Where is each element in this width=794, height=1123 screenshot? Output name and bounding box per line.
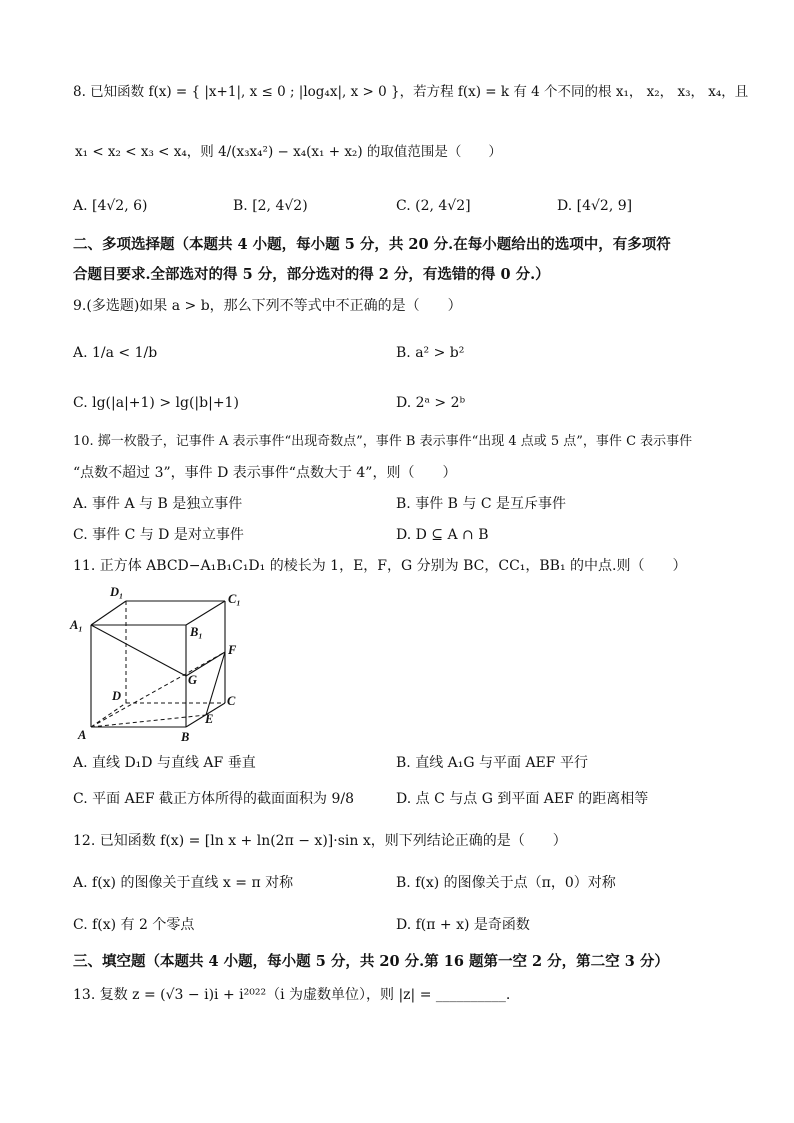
q13-stem: 13. 复数 z = (√3 − i)i + i²⁰²²（i 为虚数单位），则 |z| = __________.	[73, 987, 511, 1003]
q11-option-c: C. 平面 AEF 截正方体所得的截面面积为 9/8	[73, 791, 355, 807]
q11-stem: 11. 正方体 ABCD−A₁B₁C₁D₁ 的棱长为 1，E，F，G 分别为 BC，CC₁，BB₁ 的中点.则（ ）	[73, 558, 687, 574]
q9-stem: 9.(多选题)如果 a > b，那么下列不等式中不正确的是（ ）	[73, 298, 462, 314]
q9-option-a: A. 1/a < 1/b	[73, 345, 158, 361]
label-a1: A₁	[70, 618, 83, 632]
q8-option-a: A. [4√2, 6)	[73, 198, 148, 214]
q12-option-b: B. f(x) 的图像关于点（π，0）对称	[396, 875, 616, 891]
q8-option-c: C. (2, 4√2]	[396, 198, 471, 214]
q10-option-c: C. 事件 C 与 D 是对立事件	[73, 527, 244, 543]
q11-option-a: A. 直线 D₁D 与直线 AF 垂直	[73, 755, 256, 771]
q12-option-a: A. f(x) 的图像关于直线 x = π 对称	[73, 875, 294, 891]
section-2-heading-line1: 二、多项选择题（本题共 4 小题，每小题 5 分，共 20 分.在每小题给出的选项中，有多项符	[73, 236, 671, 253]
q10-option-b: B. 事件 B 与 C 是互斥事件	[396, 496, 566, 512]
q12-option-d: D. f(π + x) 是奇函数	[396, 917, 530, 933]
q8-option-b: B. [2, 4√2)	[233, 198, 308, 214]
q12-option-c: C. f(x) 有 2 个零点	[73, 917, 195, 933]
q11-option-d: D. 点 C 与点 G 到平面 AEF 的距离相等	[396, 791, 649, 807]
label-d: D	[112, 689, 122, 703]
edge-d1-a1	[91, 601, 126, 625]
q9-option-d: D. 2ᵃ > 2ᵇ	[396, 395, 466, 411]
q9-option-b: B. a² > b²	[396, 345, 465, 361]
q10-option-a: A. 事件 A 与 B 是独立事件	[73, 496, 243, 512]
edge-b1-c1	[186, 601, 225, 625]
label-a: A	[78, 728, 87, 742]
segment-a1-g	[91, 625, 186, 676]
label-f: F	[228, 643, 237, 657]
label-c1: C₁	[228, 592, 241, 606]
label-b1: B₁	[190, 625, 203, 639]
q10-stem-line1: 10. 掷一枚骰子，记事件 A 表示事件“出现奇数点”，事件 B 表示事件“出现 4 点或 5 点”，事件 C 表示事件	[73, 434, 693, 449]
q8-stem-line1: 8. 已知函数 f(x) = { |x+1|, x ≤ 0 ; |log₄x|, x > 0 }，若方程 f(x) = k 有 4 个不同的根 x₁， x₂， x₃， x₄，且	[73, 84, 749, 100]
cube-figure	[68, 584, 258, 744]
label-g: G	[188, 673, 198, 687]
q11-option-b: B. 直线 A₁G 与平面 AEF 平行	[396, 755, 588, 771]
q9-option-c: C. lg(|a|+1) > lg(|b|+1)	[73, 395, 239, 411]
label-b: B	[181, 730, 190, 744]
label-d1: D₁	[110, 585, 124, 599]
q8-option-d: D. [4√2, 9]	[557, 198, 633, 214]
q8-stem-line2: x₁ < x₂ < x₃ < x₄，则 4/(x₃x₄²) − x₄(x₁ + x₂) 的取值范围是（ ）	[75, 144, 502, 160]
label-e: E	[205, 712, 214, 726]
q10-option-d: D. D ⊆ A ∩ B	[396, 527, 489, 543]
label-c: C	[227, 694, 236, 708]
section-3-heading: 三、填空题（本题共 4 小题，每小题 5 分，共 20 分.第 16 题第一空 2 分，第二空 3 分）	[73, 953, 669, 970]
q10-stem-line2: “点数不超过 3”，事件 D 表示事件“点数大于 4”，则（ ）	[73, 465, 457, 481]
section-2-heading-line2: 合题目要求.全部选对的得 5 分，部分选对的得 2 分，有选错的得 0 分.）	[73, 266, 550, 283]
q12-stem: 12. 已知函数 f(x) = [ln x + ln(2π − x)]·sin x，则下列结论正确的是（ ）	[73, 833, 567, 849]
